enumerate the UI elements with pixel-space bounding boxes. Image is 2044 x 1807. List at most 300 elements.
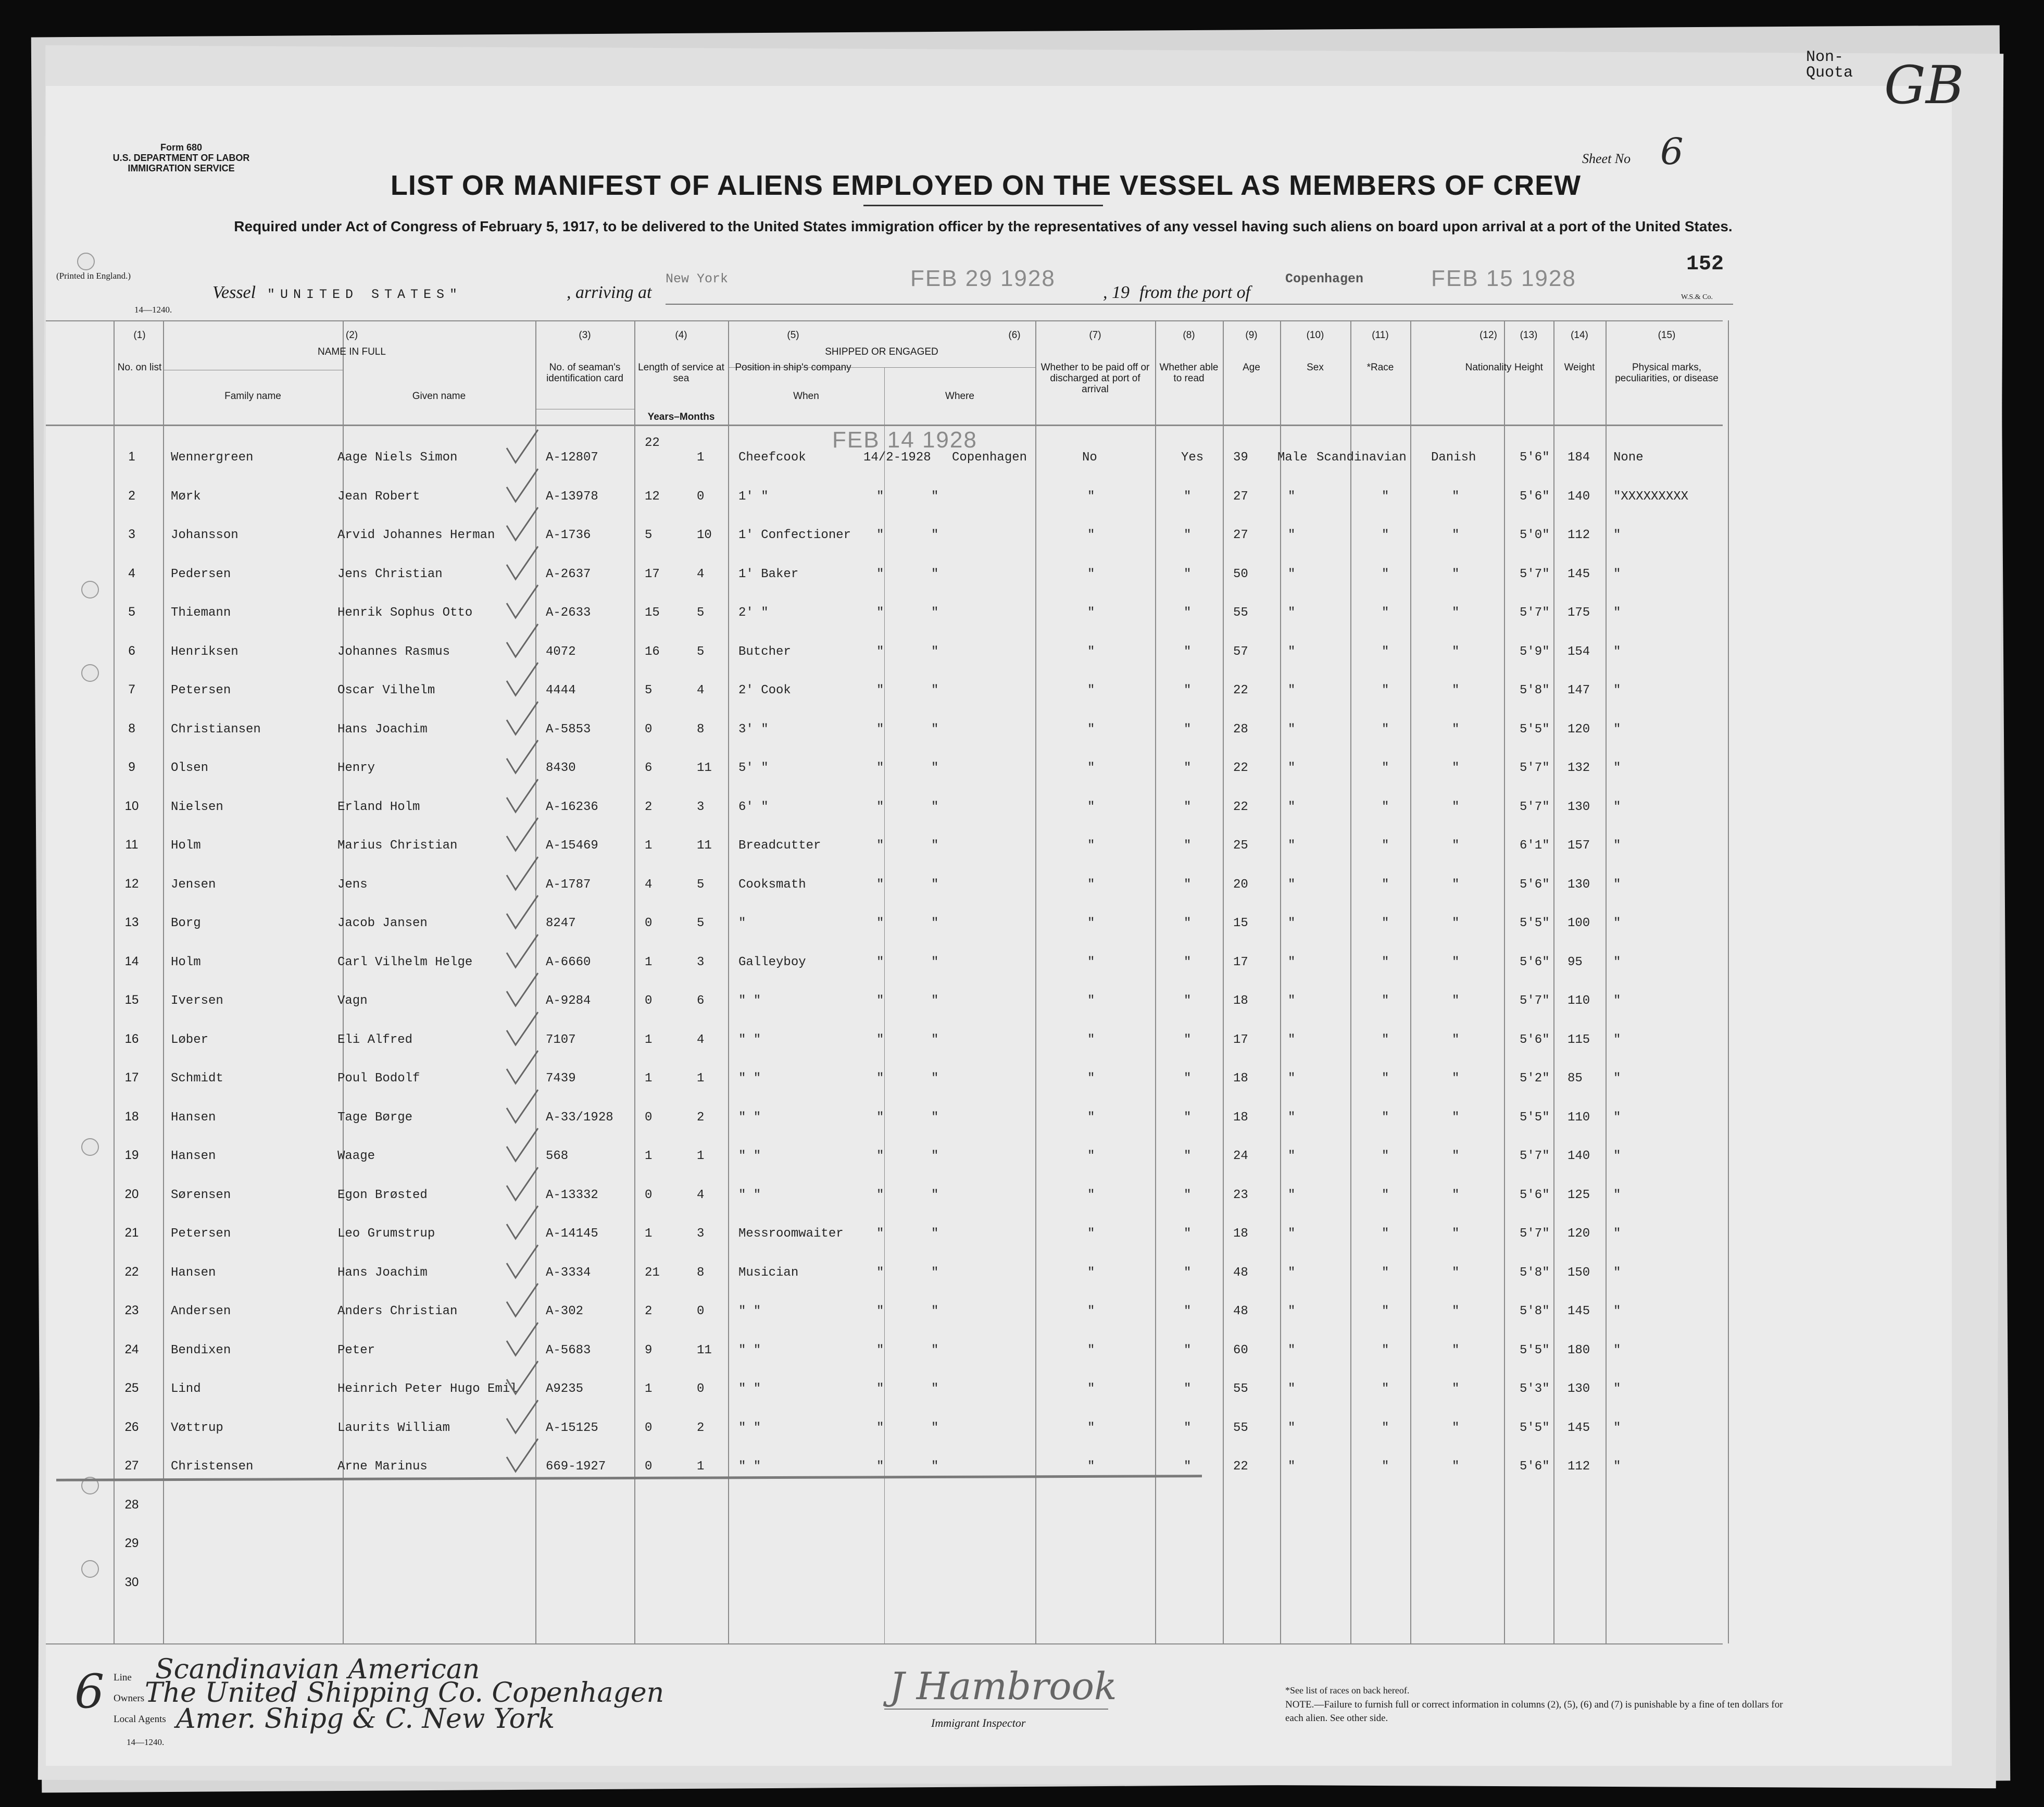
column-number: (9) xyxy=(1245,330,1258,341)
nationality: " xyxy=(1452,1460,1460,1474)
sex: " xyxy=(1288,955,1296,969)
shipped-where: " xyxy=(931,567,939,581)
column-rule xyxy=(1155,320,1156,1643)
shipped-where: " xyxy=(931,1382,939,1396)
nationality: " xyxy=(1452,800,1460,814)
height: 5'7" xyxy=(1520,1227,1550,1241)
vessel-label: Vessel xyxy=(212,283,256,302)
column-label: No. on list xyxy=(117,362,162,373)
age: 18 xyxy=(1233,1071,1248,1086)
row-number: 8 xyxy=(128,721,135,736)
column-rule xyxy=(1553,320,1554,1643)
form-code: 14—1240. xyxy=(134,305,172,315)
shipped-when: " xyxy=(876,528,884,542)
paid-off: " xyxy=(1087,1227,1095,1241)
shipped-when: " xyxy=(876,1110,884,1125)
shipped-when: " xyxy=(876,839,884,853)
race: " xyxy=(1382,877,1389,892)
position: 5' " xyxy=(738,761,769,775)
column-number: (13) xyxy=(1520,330,1538,341)
weight: 140 xyxy=(1568,1149,1590,1163)
weight: 112 xyxy=(1568,1460,1590,1474)
service-years: 1 xyxy=(645,1149,653,1163)
check-mark-icon xyxy=(504,1320,541,1362)
line-value: Scandinavian American xyxy=(155,1654,480,1685)
weight: 145 xyxy=(1568,567,1590,581)
age: 55 xyxy=(1233,606,1248,620)
card-number: A-33/1928 xyxy=(546,1110,613,1125)
sex: " xyxy=(1288,606,1296,620)
nationality: " xyxy=(1452,1265,1460,1280)
card-number: A-15469 xyxy=(546,839,598,853)
column-number: (6) xyxy=(1008,330,1021,341)
service-years: 0 xyxy=(645,722,653,737)
paid-off: " xyxy=(1087,1188,1095,1202)
service-months: 1 xyxy=(697,1460,705,1474)
shipped-when: " xyxy=(876,800,884,814)
weight: 175 xyxy=(1568,606,1590,620)
height: 5'6" xyxy=(1520,489,1550,504)
paid-off: " xyxy=(1087,489,1095,504)
family-name: Henriksen xyxy=(171,644,239,659)
paid-off: " xyxy=(1087,722,1095,737)
given-name: Leo Grumstrup xyxy=(337,1227,435,1241)
card-number: A-13978 xyxy=(546,489,598,504)
paid-off: No xyxy=(1082,451,1097,465)
column-sublabel: Family name xyxy=(224,391,281,402)
age: 18 xyxy=(1233,1227,1248,1241)
nationality: " xyxy=(1452,528,1460,542)
age: 48 xyxy=(1233,1265,1248,1280)
race: " xyxy=(1382,761,1389,775)
given-name: Eli Alfred xyxy=(337,1032,413,1047)
column-rule xyxy=(1035,320,1036,1643)
row-number: 22 xyxy=(124,1264,139,1279)
sex: " xyxy=(1288,1382,1296,1396)
race: " xyxy=(1382,1227,1389,1241)
page-title: LIST OR MANIFEST OF ALIENS EMPLOYED ON THE VESSEL AS MEMBERS OF CREW xyxy=(390,170,1582,201)
card-number: A-13332 xyxy=(546,1188,598,1202)
nationality: " xyxy=(1452,994,1460,1008)
race: " xyxy=(1382,1343,1389,1357)
column-rule xyxy=(163,320,164,1643)
row-number: 29 xyxy=(124,1536,139,1550)
nationality: " xyxy=(1452,1071,1460,1086)
able-to-read: " xyxy=(1184,839,1192,853)
row-number: 3 xyxy=(128,527,135,541)
position: " " xyxy=(738,1032,761,1047)
column-label: Age xyxy=(1243,362,1260,373)
race: " xyxy=(1382,1382,1389,1396)
row-number: 17 xyxy=(124,1070,139,1085)
weight: 150 xyxy=(1568,1265,1590,1280)
given-name: Arne Marinus xyxy=(337,1460,428,1474)
column-number: (11) xyxy=(1372,330,1389,341)
physical-marks: " xyxy=(1613,644,1621,659)
shipped-when: " xyxy=(876,567,884,581)
able-to-read: " xyxy=(1184,761,1192,775)
physical-marks: " xyxy=(1613,1343,1621,1357)
position: " " xyxy=(738,1420,761,1435)
shipped-when: " xyxy=(876,722,884,737)
check-mark-icon xyxy=(504,427,541,469)
height: 5'5" xyxy=(1520,1343,1550,1357)
position: Butcher xyxy=(738,644,791,659)
sex: Male xyxy=(1277,451,1308,465)
height: 5'7" xyxy=(1520,606,1550,620)
service-months: 6 xyxy=(697,994,705,1008)
column-rule xyxy=(1606,320,1607,1643)
height: 5'7" xyxy=(1520,1149,1550,1163)
race: " xyxy=(1382,916,1389,930)
given-name: Poul Bodolf xyxy=(337,1071,420,1086)
paid-off: " xyxy=(1087,839,1095,853)
service-months: 3 xyxy=(697,800,705,814)
column-rule xyxy=(634,320,635,1643)
able-to-read: Yes xyxy=(1181,451,1204,465)
card-number: A-1736 xyxy=(546,528,591,542)
sex: " xyxy=(1288,877,1296,892)
card-number: A-5683 xyxy=(546,1343,591,1357)
row-number: 27 xyxy=(124,1459,139,1473)
weight: 154 xyxy=(1568,644,1590,659)
shipped-when: " xyxy=(876,644,884,659)
given-name: Marius Christian xyxy=(337,839,458,853)
nationality: " xyxy=(1452,1032,1460,1047)
service-years: 1 xyxy=(645,1227,653,1241)
column-label: Whether able to read xyxy=(1159,362,1219,384)
height: 5'6" xyxy=(1520,877,1550,892)
physical-marks: " xyxy=(1613,1227,1621,1241)
position: Messroomwaiter xyxy=(738,1227,844,1241)
height: 5'5" xyxy=(1520,722,1550,737)
column-number: (4) xyxy=(675,330,687,341)
service-months: 5 xyxy=(697,644,705,659)
position: 1' Baker xyxy=(738,567,799,581)
age: 23 xyxy=(1233,1188,1248,1202)
service-years: 1 xyxy=(645,1382,653,1396)
from-label: from the port of xyxy=(1139,283,1251,302)
service-years: 9 xyxy=(645,1343,653,1357)
race: " xyxy=(1382,1071,1389,1086)
sex: " xyxy=(1288,916,1296,930)
nationality: " xyxy=(1452,761,1460,775)
card-number: 7439 xyxy=(546,1071,576,1086)
card-number: 4072 xyxy=(546,644,576,659)
column-label: NAME IN FULL xyxy=(318,346,386,357)
age: 28 xyxy=(1233,722,1248,737)
shipped-where: " xyxy=(931,1071,939,1086)
column-rule xyxy=(1728,320,1729,1643)
paid-off: " xyxy=(1087,1110,1095,1125)
service-years: 17 xyxy=(645,567,660,581)
column-number: (7) xyxy=(1089,330,1101,341)
owners-label: Owners xyxy=(114,1693,145,1704)
signature-line xyxy=(884,1709,1108,1710)
sex: " xyxy=(1288,1032,1296,1047)
check-mark-icon xyxy=(504,1048,541,1090)
sex: " xyxy=(1288,1420,1296,1435)
manifest-sheet xyxy=(46,48,1964,1766)
shipped-where: " xyxy=(931,1110,939,1125)
race: " xyxy=(1382,800,1389,814)
check-mark-icon xyxy=(504,621,541,663)
position: 1' Confectioner xyxy=(738,528,851,542)
check-mark-icon xyxy=(504,1359,541,1400)
family-name: Hansen xyxy=(171,1110,216,1125)
nationality: " xyxy=(1452,1420,1460,1435)
family-name: Holm xyxy=(171,955,201,969)
race: " xyxy=(1382,1265,1389,1280)
position: " " xyxy=(738,1188,761,1202)
column-rule xyxy=(1410,320,1411,1643)
shipped-where: " xyxy=(931,606,939,620)
arriving-at: New York xyxy=(666,271,729,286)
race: " xyxy=(1382,1149,1389,1163)
vessel-line-underline xyxy=(666,304,1733,305)
sex: " xyxy=(1288,722,1296,737)
able-to-read: " xyxy=(1184,800,1192,814)
paid-off: " xyxy=(1087,916,1095,930)
position: " " xyxy=(738,1343,761,1357)
card-number: A-15125 xyxy=(546,1420,598,1435)
height: 5'3" xyxy=(1520,1382,1550,1396)
family-name: Johansson xyxy=(171,528,239,542)
nationality: " xyxy=(1452,839,1460,853)
given-name: Egon Brøsted xyxy=(337,1188,428,1202)
service-months: 3 xyxy=(697,955,705,969)
sex: " xyxy=(1288,1227,1296,1241)
table-bottom-rule xyxy=(46,1643,1723,1644)
check-mark-icon xyxy=(504,815,541,857)
family-name: Lind xyxy=(171,1382,201,1396)
card-number: A-2637 xyxy=(546,567,591,581)
height: 6'1" xyxy=(1520,839,1550,853)
card-number: 8247 xyxy=(546,916,576,930)
weight: 100 xyxy=(1568,916,1590,930)
row-number: 15 xyxy=(124,993,139,1007)
shipped-when: " xyxy=(876,1149,884,1163)
check-mark-icon xyxy=(504,738,541,779)
check-mark-icon xyxy=(504,854,541,896)
weight: 184 xyxy=(1568,451,1590,465)
nationality: " xyxy=(1452,1304,1460,1318)
row-number: 12 xyxy=(124,876,139,891)
physical-marks: " xyxy=(1613,722,1621,737)
column-sublabel: Where xyxy=(945,391,974,402)
shipped-when: " xyxy=(876,1420,884,1435)
row-number: 18 xyxy=(124,1109,139,1124)
card-number: 4444 xyxy=(546,683,576,697)
shipped-when: 14/2-1928 xyxy=(863,451,931,465)
able-to-read: " xyxy=(1184,1382,1192,1396)
row-number: 9 xyxy=(128,760,135,774)
column-rule xyxy=(728,320,729,1643)
race: " xyxy=(1382,1188,1389,1202)
height: 5'0" xyxy=(1520,528,1550,542)
weight: 145 xyxy=(1568,1304,1590,1318)
age: 25 xyxy=(1233,839,1248,853)
age: 39 xyxy=(1233,451,1248,465)
check-mark-icon xyxy=(504,1165,541,1206)
shipped-when: " xyxy=(876,489,884,504)
nationality: " xyxy=(1452,644,1460,659)
card-number: A-14145 xyxy=(546,1227,598,1241)
service-years: 0 xyxy=(645,994,653,1008)
shipped-when: " xyxy=(876,683,884,697)
able-to-read: " xyxy=(1184,1343,1192,1357)
shipped-where: " xyxy=(931,994,939,1008)
race-note: *See list of races on back hereof. xyxy=(1285,1685,1410,1696)
gb-mark: GB xyxy=(1884,55,1964,116)
height: 5'6" xyxy=(1520,1032,1550,1047)
position: 2' " xyxy=(738,606,769,620)
when-where-rule xyxy=(884,367,885,1643)
physical-marks: " xyxy=(1613,606,1621,620)
race: " xyxy=(1382,644,1389,659)
height: 5'5" xyxy=(1520,1110,1550,1125)
paid-off: " xyxy=(1087,1071,1095,1086)
inspector-label: Immigrant Inspector xyxy=(931,1716,1026,1729)
column-rule xyxy=(1280,320,1281,1643)
age: 22 xyxy=(1233,683,1248,697)
punch-hole xyxy=(81,664,99,682)
column-rule xyxy=(114,320,115,1643)
family-name: Petersen xyxy=(171,683,231,697)
age: 48 xyxy=(1233,1304,1248,1318)
given-name: Henrik Sophus Otto xyxy=(337,606,473,620)
manifest-number: 152 xyxy=(1686,253,1724,276)
race: Scandinavian xyxy=(1316,451,1407,465)
column-number: (14) xyxy=(1571,330,1588,341)
departure-port: Copenhagen xyxy=(1285,271,1364,286)
able-to-read: " xyxy=(1184,567,1192,581)
sex: " xyxy=(1288,994,1296,1008)
footer-note: NOTE.—Failure to furnish full or correct information in columns (2), (5), (6) and (7) is punishable by a fine of ten dollars for each alien. See other side. xyxy=(1285,1699,1783,1724)
given-name: Carl Vilhelm Helge xyxy=(337,955,473,969)
line-label: Line xyxy=(114,1672,132,1683)
shipped-when: " xyxy=(876,1265,884,1280)
shipped-when: " xyxy=(876,877,884,892)
able-to-read: " xyxy=(1184,1420,1192,1435)
paid-off: " xyxy=(1087,1420,1095,1435)
service-months: 11 xyxy=(697,839,712,853)
row-number: 4 xyxy=(128,566,135,580)
given-name: Hans Joachim xyxy=(337,1265,428,1280)
able-to-read: " xyxy=(1184,489,1192,504)
able-to-read: " xyxy=(1184,1188,1192,1202)
end-of-list-line xyxy=(56,1475,1202,1481)
sheet-number: 6 xyxy=(1660,130,1684,173)
weight: 130 xyxy=(1568,800,1590,814)
service-years: 12 xyxy=(645,489,660,504)
service-months: 11 xyxy=(697,761,712,775)
row-number: 28 xyxy=(124,1497,139,1512)
physical-marks: " xyxy=(1613,839,1621,853)
shipped-where: " xyxy=(931,1420,939,1435)
paid-off: " xyxy=(1087,1149,1095,1163)
service: IMMIGRATION SERVICE xyxy=(128,163,235,173)
card-number: 568 xyxy=(546,1149,569,1163)
service-months: 5 xyxy=(697,916,705,930)
shipped-where: " xyxy=(931,683,939,697)
service-months: 8 xyxy=(697,722,705,737)
family-name: Borg xyxy=(171,916,201,930)
given-name: Henry xyxy=(337,761,375,775)
nationality: " xyxy=(1452,606,1460,620)
row-number: 20 xyxy=(124,1187,139,1201)
card-number: 669-1927 xyxy=(546,1460,606,1474)
able-to-read: " xyxy=(1184,528,1192,542)
weight: 130 xyxy=(1568,877,1590,892)
physical-marks: " xyxy=(1613,567,1621,581)
check-mark-icon xyxy=(504,505,541,546)
column-label: Length of service at sea xyxy=(638,362,724,384)
sex: " xyxy=(1288,1304,1296,1318)
able-to-read: " xyxy=(1184,955,1192,969)
shipped-where: " xyxy=(931,722,939,737)
position: Cooksmath xyxy=(738,877,806,892)
service-years: 0 xyxy=(645,1188,653,1202)
card-number: A-16236 xyxy=(546,800,598,814)
service-years: 1 xyxy=(645,839,653,853)
family-name: Christiansen xyxy=(171,722,261,737)
position: 1' " xyxy=(738,489,769,504)
physical-marks: " xyxy=(1613,994,1621,1008)
sex: " xyxy=(1288,489,1296,504)
physical-marks: " xyxy=(1613,1304,1621,1318)
sheet-label: Sheet No xyxy=(1582,151,1631,166)
nationality: " xyxy=(1452,1382,1460,1396)
column-number: (10) xyxy=(1306,330,1324,341)
position: 3' " xyxy=(738,722,769,737)
row-number: 19 xyxy=(124,1148,139,1162)
physical-marks: " xyxy=(1613,800,1621,814)
weight: 85 xyxy=(1568,1071,1583,1086)
shipped-when: " xyxy=(876,1032,884,1047)
shipped-when: " xyxy=(876,1382,884,1396)
physical-marks: "XXXXXXXXX xyxy=(1613,489,1689,504)
paid-off: " xyxy=(1087,683,1095,697)
weight: 112 xyxy=(1568,528,1590,542)
row-number: 23 xyxy=(124,1303,139,1317)
row-number: 1 xyxy=(128,450,135,464)
check-mark-icon xyxy=(504,1281,541,1323)
family-name: Holm xyxy=(171,839,201,853)
family-name: Thiemann xyxy=(171,606,231,620)
row-number: 25 xyxy=(124,1381,139,1395)
position: Galleyboy xyxy=(738,955,806,969)
service-months: 2 xyxy=(697,1110,705,1125)
sex: " xyxy=(1288,567,1296,581)
service-months: 10 xyxy=(697,528,712,542)
height: 5'7" xyxy=(1520,761,1550,775)
service-years: 0 xyxy=(645,1110,653,1125)
service-years: 2 xyxy=(645,1304,653,1318)
physical-marks: " xyxy=(1613,1032,1621,1047)
height: 5'6" xyxy=(1520,451,1550,465)
agents-label: Local Agents xyxy=(114,1714,166,1725)
height: 5'6" xyxy=(1520,1460,1550,1474)
race: " xyxy=(1382,839,1389,853)
family-name: Løber xyxy=(171,1032,209,1047)
owners-value: The United Shipping Co. Copenhagen xyxy=(145,1677,664,1709)
family-name: Hansen xyxy=(171,1149,216,1163)
weight: 110 xyxy=(1568,994,1590,1008)
family-name: Bendixen xyxy=(171,1343,231,1357)
column-number: (12) xyxy=(1479,330,1497,341)
year-label: , 19 xyxy=(1103,283,1130,302)
